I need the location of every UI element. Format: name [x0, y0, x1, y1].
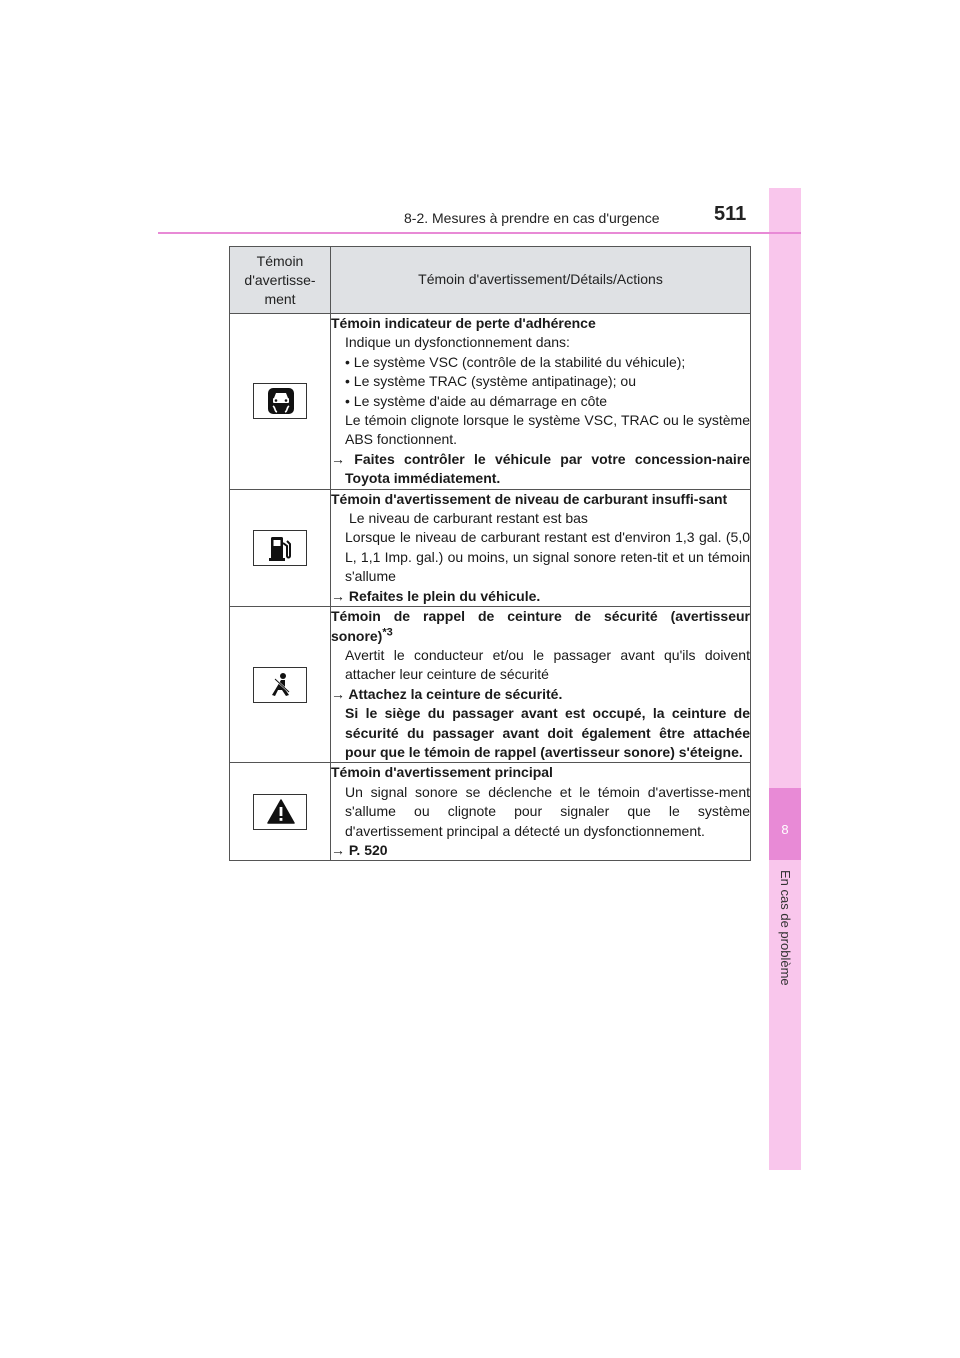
chapter-title: En cas de problème	[778, 870, 793, 986]
header-icon-line-1: Témoin	[256, 252, 304, 269]
icon-cell	[230, 314, 331, 490]
row-action	[331, 450, 750, 489]
table-row	[230, 607, 751, 763]
page-reference-link[interactable]: P. 520	[348, 841, 388, 858]
row-title: Témoin indicateur de perte d'adhérence	[331, 315, 596, 331]
bullet-text: Le système d'aide au démarrage en côte	[353, 392, 608, 409]
row-intro: Le niveau de carburant restant est bas	[349, 510, 588, 527]
row-note: Le témoin clignote lorsque le système VSC, TRAC ou le système ABS fonctionnent.	[345, 412, 750, 448]
chapter-number: 8	[781, 822, 789, 837]
icon-cell	[230, 489, 331, 606]
header-icon-column	[230, 247, 331, 314]
table-row	[230, 314, 751, 490]
row-action[interactable]	[331, 841, 750, 860]
fuel-pump-icon	[253, 530, 307, 566]
row-title: Témoin d'avertissement de niveau de carburant insuffi-sant	[331, 490, 728, 507]
table-row	[230, 763, 751, 861]
row-intro: Indique un dysfonctionnement dans:	[345, 334, 570, 351]
row-intro: Avertit le conducteur et/ou le passager avant qu'ils doivent attacher leur ceinture de sécurité	[345, 646, 750, 683]
row-title	[331, 607, 750, 646]
footnote-marker: *3	[382, 625, 393, 638]
title-text: Témoin de rappel de ceinture de sécurité (avertisseur sonore)	[331, 608, 750, 644]
row-note: Lorsque le niveau de carburant restant est d'environ 1,3 gal. (5,0 L, 1,1 Imp. gal.) ou moins, un signal sonore reten-tit et un témoin s'allume	[345, 529, 750, 585]
table-header-row	[230, 247, 751, 314]
header-icon-line-3: ment	[264, 290, 296, 307]
desc-cell	[331, 489, 751, 606]
row-title: Témoin d'avertissement principal	[331, 764, 553, 781]
row-bullet: • Le système VSC (contrôle de la stabilité du véhicule);	[345, 353, 686, 370]
warning-lights-table	[229, 246, 751, 861]
master-warning-icon	[253, 794, 307, 830]
row-intro: Un signal sonore se déclenche et le témoin d'avertisse-ment s'allume ou clignote pour signaler que le système d'avertissement principal a détecté un dysfonctionnement.	[345, 783, 750, 839]
row-action-detail: Si le siège du passager avant est occupé, la ceinture de sécurité du passager avant doit également être attachée pour que le témoin de rappel (avertisseur sonore) s'éteigne.	[345, 705, 750, 760]
row-bullet: • Le système TRAC (système antipatinage); ou	[345, 373, 636, 390]
chapter-side-tab	[769, 188, 801, 1170]
arrow-icon: →	[331, 685, 345, 702]
desc-cell	[331, 314, 751, 490]
arrow-icon: →	[331, 450, 345, 467]
arrow-icon: →	[331, 587, 345, 604]
desc-cell	[331, 607, 751, 763]
row-action	[331, 587, 750, 606]
icon-cell	[230, 607, 331, 763]
arrow-icon: →	[331, 841, 345, 858]
table-row	[230, 489, 751, 606]
action-text: Attachez la ceinture de sécurité.	[348, 685, 563, 702]
action-text: Refaites le plein du véhicule.	[348, 587, 541, 604]
desc-cell	[331, 763, 751, 861]
action-text: Faites contrôler le véhicule par votre concession-naire Toyota immédiatement.	[345, 450, 751, 487]
row-bullet: • Le système d'aide au démarrage en côte	[345, 392, 608, 409]
page-number: 511	[714, 203, 747, 225]
header-desc-column: Témoin d'avertissement/Détails/Actions	[331, 247, 751, 314]
seatbelt-icon	[253, 667, 307, 703]
slip-indicator-icon	[253, 383, 307, 419]
bullet-text: Le système VSC (contrôle de la stabilité du véhicule);	[353, 353, 686, 370]
row-action	[331, 685, 750, 704]
icon-cell	[230, 763, 331, 861]
bullet-text: Le système TRAC (système antipatinage); ou	[353, 373, 636, 390]
section-title: 8-2. Mesures à prendre en cas d'urgence	[404, 210, 660, 226]
header-rule	[158, 232, 801, 234]
header-icon-line-2: d'avertisse-	[244, 271, 316, 288]
